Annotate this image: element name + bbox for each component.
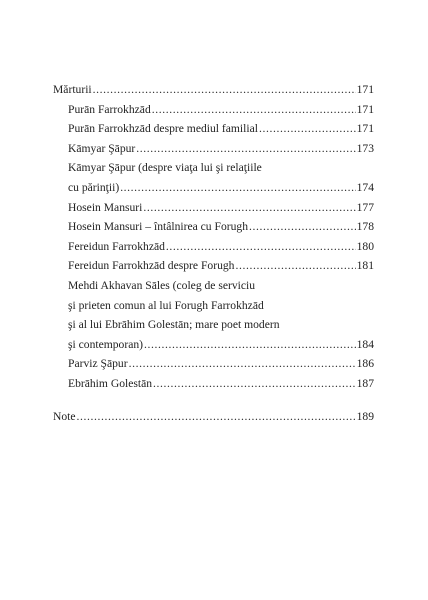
toc-entry-mehdi[interactable]	[53, 276, 374, 354]
dot-leader	[136, 139, 355, 159]
toc-entry-title: Purān Farrokhzād	[68, 102, 151, 116]
dot-leader	[153, 374, 356, 394]
toc-entry-title: Purān Farrokhzād despre mediul familial	[68, 122, 258, 136]
toc-page-number: 187	[356, 376, 374, 390]
toc-entry-title: Hosein Mansuri	[68, 200, 143, 214]
toc-entry-title-line: şi al lui Ebrāhim Golestān; mare poet modern	[68, 318, 280, 332]
toc-entry-title: Fereidun Farrokhzād	[68, 239, 165, 253]
dot-leader	[129, 354, 356, 374]
dot-leader	[143, 198, 355, 218]
dot-leader	[144, 335, 356, 355]
toc-entry-title-line: şi prieten comun al lui Forugh Farrokhzād	[68, 298, 264, 312]
toc-page-number: 180	[356, 239, 374, 253]
dot-leader	[259, 119, 356, 139]
toc-page-number: 171	[356, 102, 374, 116]
toc-entry[interactable]	[53, 217, 374, 237]
dot-leader	[120, 178, 355, 198]
toc-entry-title: Note	[53, 409, 76, 423]
toc-entry-title-line: Mehdi Akhavan Sāles (coleg de serviciu	[68, 278, 256, 292]
toc-entry[interactable]	[53, 256, 374, 276]
toc-entry-title: Ebrāhim Golestān	[68, 376, 153, 390]
toc-entry[interactable]	[53, 100, 374, 120]
toc-page-number: 186	[356, 357, 374, 371]
toc-entry-title-line: cu părinţii)	[68, 180, 120, 194]
dot-leader	[93, 80, 356, 100]
dot-leader	[166, 237, 356, 257]
toc-entry[interactable]	[53, 198, 374, 218]
toc-entry-title: Hosein Mansuri – întâlnirea cu Forugh	[68, 220, 248, 234]
toc-page-number: 177	[356, 200, 374, 214]
toc-entry[interactable]	[53, 354, 374, 374]
toc-entry-note[interactable]	[53, 407, 374, 427]
toc-page-number: 181	[356, 259, 374, 273]
toc-entry-title: Mărturii	[53, 83, 92, 96]
toc-entry[interactable]	[53, 139, 374, 159]
toc-page-number: 171	[356, 122, 374, 136]
dot-leader	[235, 256, 355, 276]
toc-entry-title-line: şi contemporan)	[68, 337, 144, 351]
dot-leader	[77, 407, 356, 427]
toc-entry-marturii[interactable]	[53, 80, 374, 100]
toc-entry[interactable]	[53, 374, 374, 394]
toc-entry-title: Fereidun Farrokhzād despre Forugh	[68, 259, 235, 273]
dot-leader	[249, 217, 356, 237]
toc-page-number: 174	[356, 180, 374, 194]
toc-page-number: 173	[356, 141, 374, 155]
toc-entry-title: Parviz Şāpur	[68, 357, 128, 371]
toc-entry-kamyar-family[interactable]	[53, 158, 374, 197]
toc-page-number: 171	[356, 83, 374, 96]
toc-entry[interactable]	[53, 237, 374, 257]
dot-leader	[152, 100, 356, 120]
toc-page-number: 178	[356, 220, 374, 234]
toc-page-number: 184	[356, 337, 374, 351]
toc-entry[interactable]	[53, 119, 374, 139]
toc-entry-title: Kāmyar Şāpur	[68, 141, 136, 155]
table-of-contents	[53, 80, 374, 426]
toc-page-number: 189	[356, 409, 374, 423]
toc-entry-title-line: Kāmyar Şāpur (despre viaţa lui şi relaţiile	[68, 161, 262, 175]
